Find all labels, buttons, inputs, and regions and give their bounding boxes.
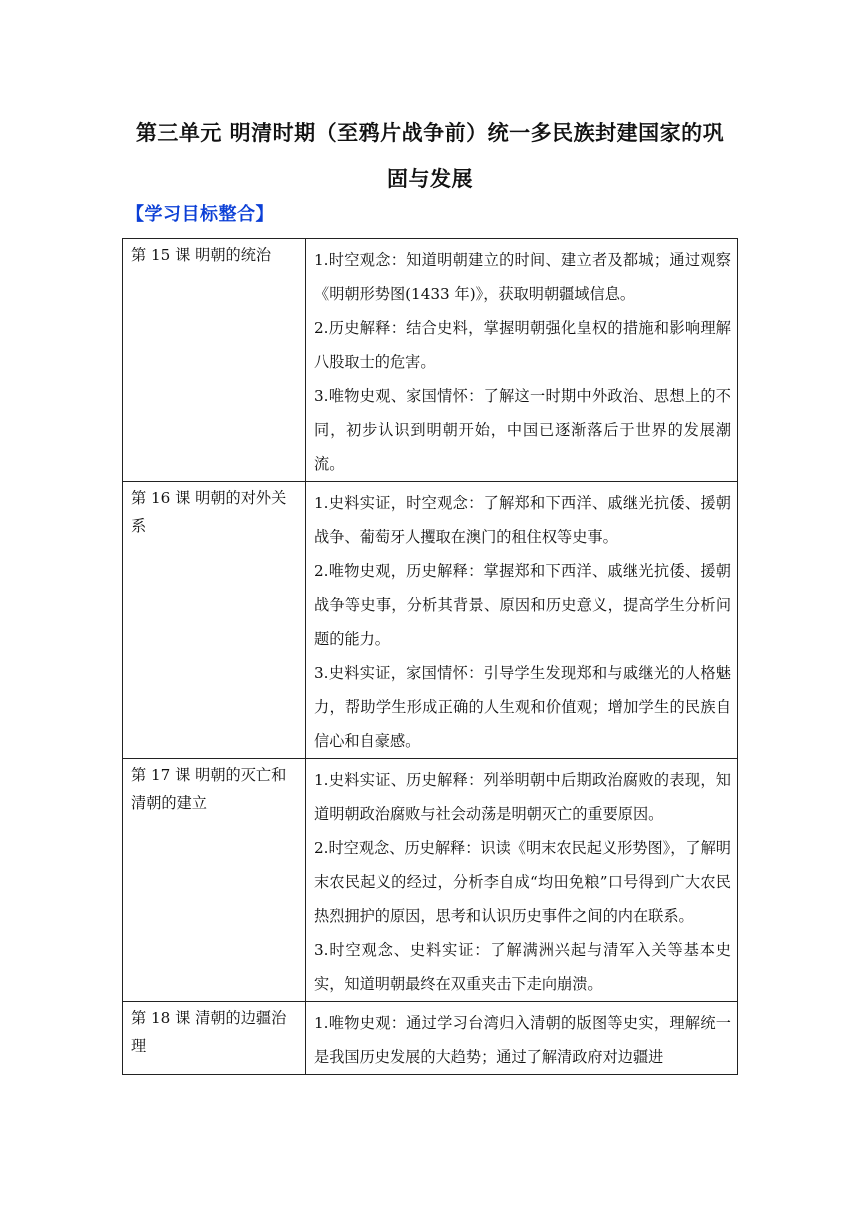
section-heading: 【学习目标整合】: [126, 204, 274, 225]
lesson-objectives: [306, 239, 738, 482]
table-row: [123, 482, 738, 759]
objective-item: 1.时空观念：知道明朝建立的时间、建立者及都城；通过观察《明朝形势图(1433 年)》，获取明朝疆域信息。: [314, 251, 731, 303]
page-title: [122, 110, 738, 202]
objective-item: 2.时空观念、历史解释：识读《明末农民起义形势图》，了解明末农民起义的经过，分析李自成“均田免粮”口号得到广大农民热烈拥护的原因，思考和认识历史事件之间的内在联系。: [314, 839, 731, 925]
lesson-name: 第 18 课 清朝的边疆治理: [123, 1002, 306, 1075]
objective-item: 3.时空观念、史料实证：了解满洲兴起与清军入关等基本史实，知道明朝最终在双重夹击下走向崩溃。: [314, 941, 731, 993]
lesson-objectives: [306, 1002, 738, 1075]
objective-item: 1.史料实证、历史解释：列举明朝中后期政治腐败的表现，知道明朝政治腐败与社会动荡是明朝灭亡的重要原因。: [314, 771, 731, 823]
lesson-name: 第 17 课 明朝的灭亡和清朝的建立: [123, 759, 306, 1002]
page-title-line-2: 固与发展: [387, 167, 473, 191]
lesson-name: 第 16 课 明朝的对外关系: [123, 482, 306, 759]
objective-item: 2.历史解释：结合史料，掌握明朝强化皇权的措施和影响理解八股取士的危害。: [314, 319, 731, 371]
objective-item: 3.唯物史观、家国情怀：了解这一时期中外政治、思想上的不同，初步认识到明朝开始，中国已逐渐落后于世界的发展潮流。: [314, 387, 731, 473]
objective-item: 2.唯物史观，历史解释：掌握郑和下西洋、戚继光抗倭、援朝战争等史事，分析其背景、原因和历史意义，提高学生分析问题的能力。: [314, 562, 731, 648]
page-title-line-1: 第三单元 明清时期（至鸦片战争前）统一多民族封建国家的巩: [135, 121, 725, 145]
lesson-name: 第 15 课 明朝的统治: [123, 239, 306, 482]
learning-goals-table: [122, 238, 738, 1075]
lesson-objectives: [306, 482, 738, 759]
table-row: [123, 759, 738, 1002]
objective-item: 3.史料实证，家国情怀：引导学生发现郑和与戚继光的人格魅力，帮助学生形成正确的人生观和价值观；增加学生的民族自信心和自豪感。: [314, 664, 731, 750]
objective-item: 1.史料实证，时空观念：了解郑和下西洋、戚继光抗倭、援朝战争、葡萄牙人攫取在澳门的租住权等史事。: [314, 494, 731, 546]
table-row: [123, 1002, 738, 1075]
objective-item: 1.唯物史观：通过学习台湾归入清朝的版图等史实，理解统一是我国历史发展的大趋势；通过了解清政府对边疆进: [314, 1014, 731, 1066]
table-row: [123, 239, 738, 482]
lesson-objectives: [306, 759, 738, 1002]
